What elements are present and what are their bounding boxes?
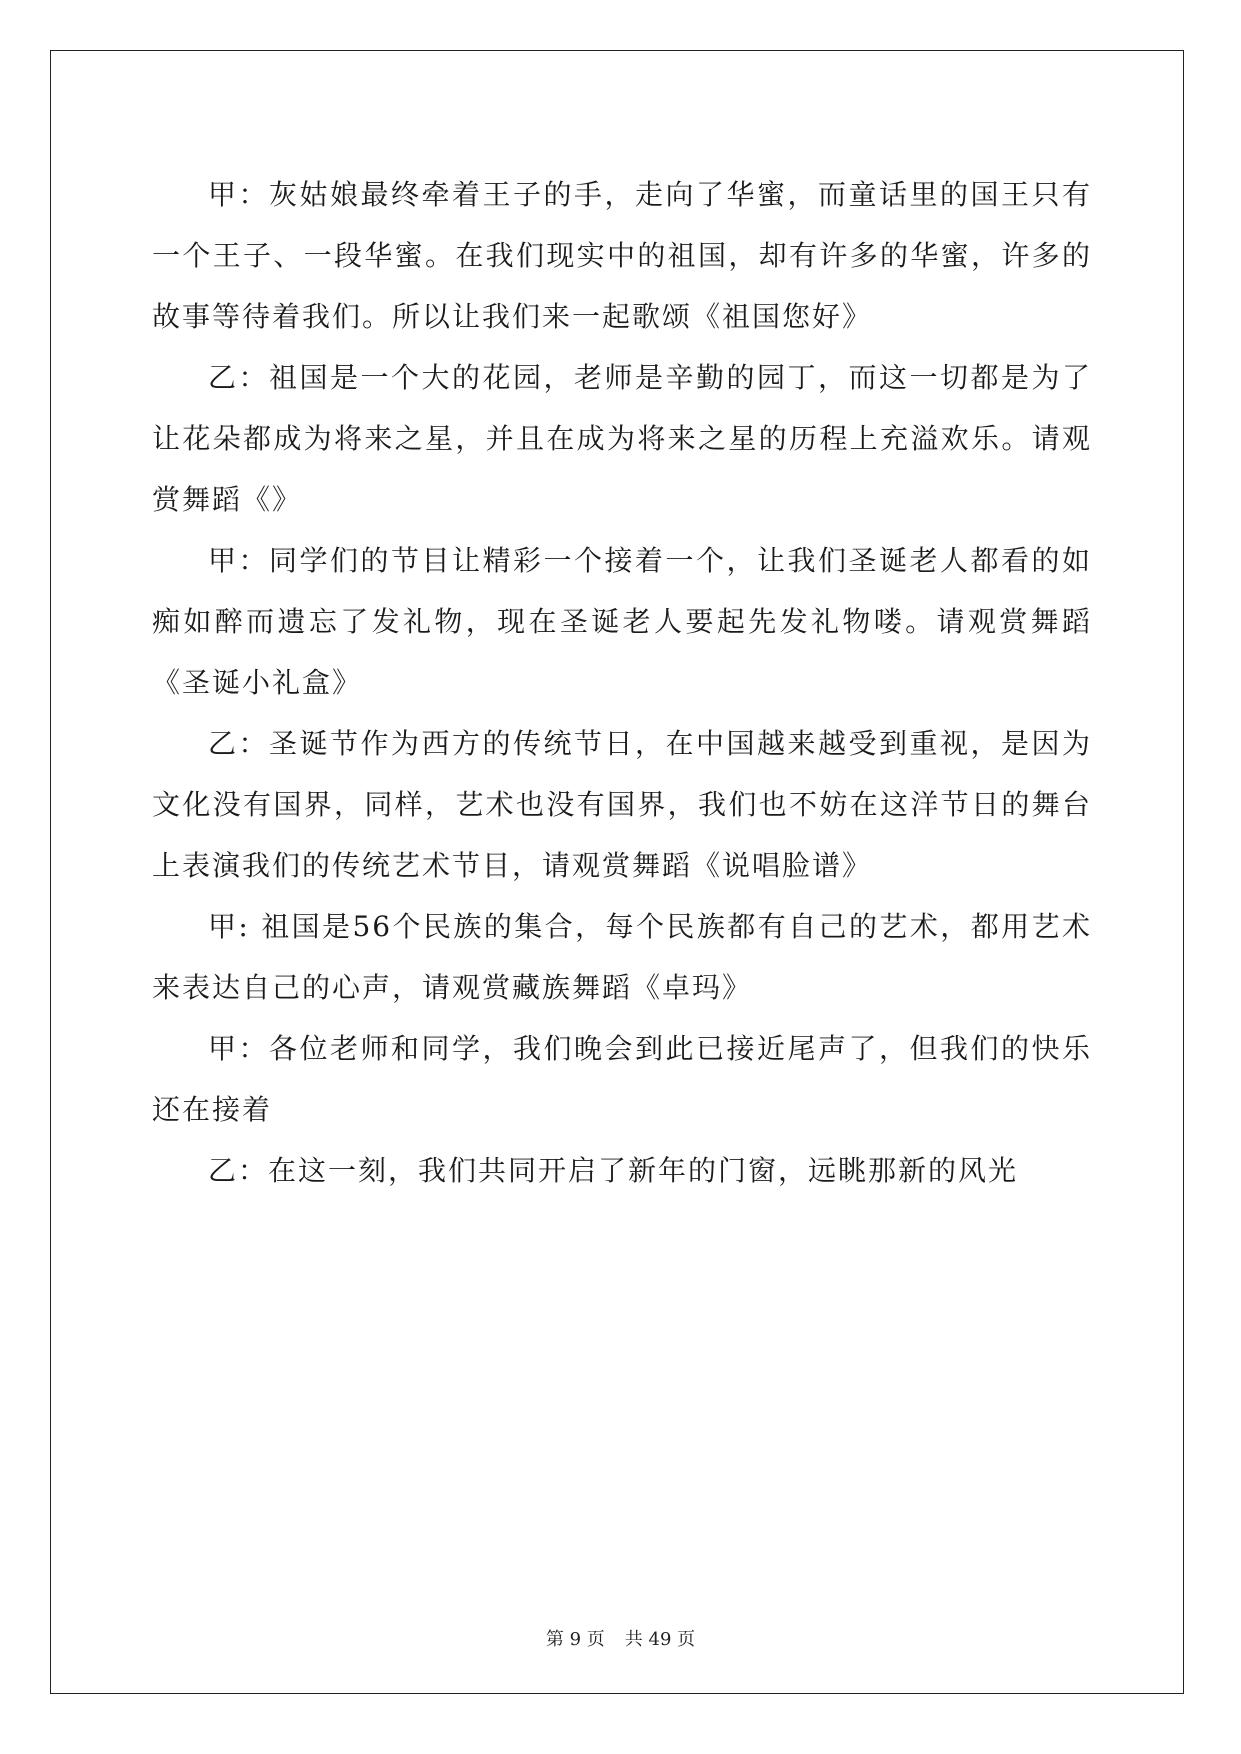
page-footer [0,1625,1241,1651]
page-number-current: 第 9 页 [545,1629,605,1650]
paragraph-5: 甲: 祖国是56个民族的集合，每个民族都有自己的艺术，都用艺术来表达自己的心声，请观赏藏族舞蹈《卓玛》 [152,910,1092,1004]
page-number-total: 共 49 页 [624,1629,696,1650]
paragraph-4: 乙：圣诞节作为西方的传统节日，在中国越来越受到重视，是因为文化没有国界，同样，艺术也没有国界，我们也不妨在这洋节日的舞台上表演我们的传统艺术节目，请观赏舞蹈《说唱脸谱》 [152,727,1092,882]
paragraph-3: 甲：同学们的节目让精彩一个接着一个，让我们圣诞老人都看的如痴如醉而遗忘了发礼物，现在圣诞老人要起先发礼物喽。请观赏舞蹈《圣诞小礼盒》 [152,544,1092,699]
paragraph-2: 乙：祖国是一个大的花园，老师是辛勤的园丁，而这一切都是为了让花朵都成为将来之星，并且在成为将来之星的历程上充溢欢乐。请观赏舞蹈《》 [152,361,1092,516]
document-body [152,164,1092,1201]
paragraph-1: 甲：灰姑娘最终牵着王子的手，走向了华蜜，而童话里的国王只有一个王子、一段华蜜。在我们现实中的祖国，却有许多的华蜜，许多的故事等待着我们。所以让我们来一起歌颂《祖国您好》 [152,178,1092,333]
paragraph-6: 甲：各位老师和同学，我们晚会到此已接近尾声了，但我们的快乐还在接着 [152,1032,1092,1126]
paragraph-7: 乙：在这一刻，我们共同开启了新年的门窗，远眺那新的风光 [208,1154,1019,1187]
